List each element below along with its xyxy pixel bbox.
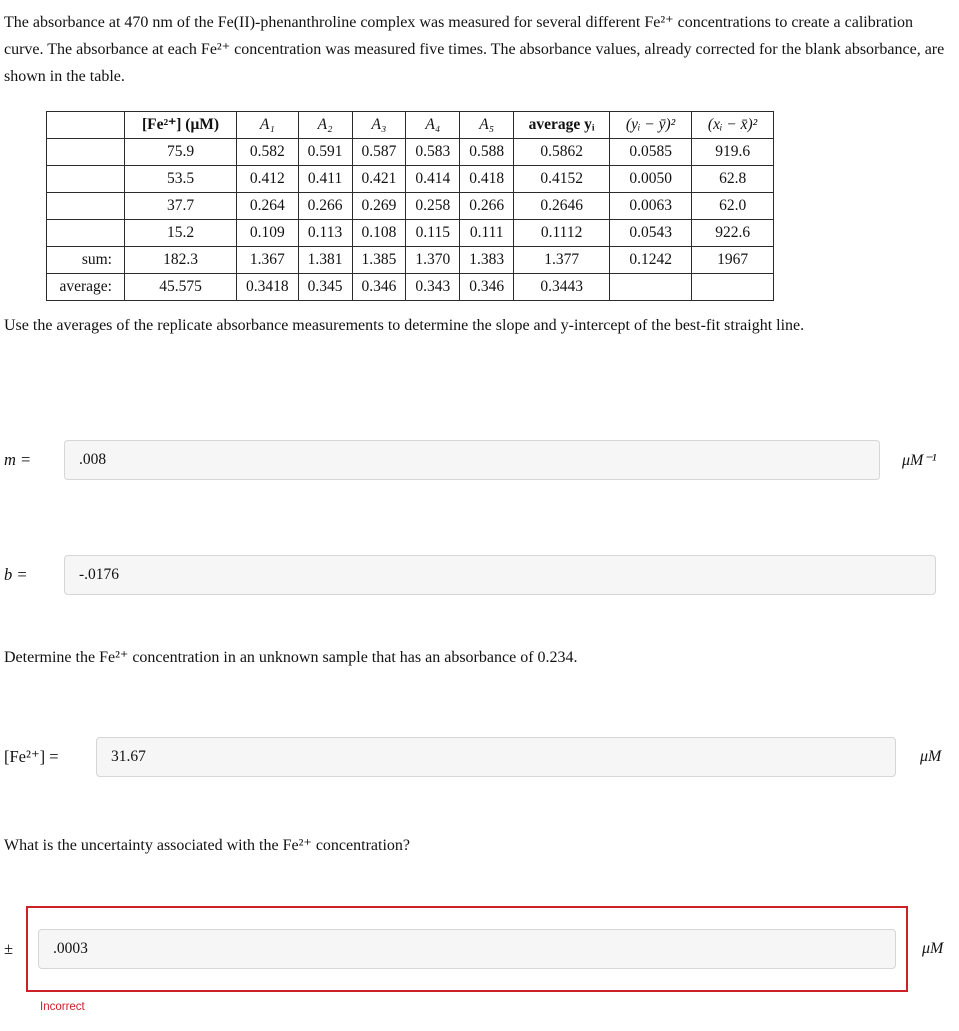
table-header [47,111,774,138]
table-cell: 15.2 [125,219,237,246]
unknown-sample-instruction: Determine the Fe²⁺ concentration in an unknown sample that has an absorbance of 0.234. [4,648,578,666]
column-header-a2: A₂ [298,111,352,138]
table-cell: 0.346 [460,273,514,300]
table-cell: 0.113 [298,219,352,246]
uncertainty-question: What is the uncertainty associated with the Fe²⁺ concentration? [4,837,410,855]
table-cell: sum: [47,246,125,273]
table-cell: 0.115 [406,219,460,246]
column-header-a3: A₃ [352,111,406,138]
table-cell: 0.414 [406,165,460,192]
calibration-table [46,111,774,301]
table-cell: 0.587 [352,138,406,165]
table-cell: 0.266 [298,192,352,219]
table-cell: 62.8 [692,165,774,192]
slope-label: m = [4,449,32,469]
table-cell: 0.1242 [610,246,692,273]
slope-answer-row [4,440,953,480]
incorrect-answer-box [26,906,908,992]
table-cell: 1.383 [460,246,514,273]
table-row [47,165,774,192]
table-row [47,246,774,273]
table-cell: 0.412 [237,165,299,192]
table-cell: 922.6 [692,219,774,246]
table-cell: 0.4152 [514,165,610,192]
column-header-a1: A₁ [237,111,299,138]
table-cell: 0.343 [406,273,460,300]
table-cell: 0.108 [352,219,406,246]
incorrect-feedback: Incorrect [40,1001,85,1014]
table-cell: 0.2646 [514,192,610,219]
table-cell: 1.385 [352,246,406,273]
concentration-label: [Fe²⁺] = [4,747,59,767]
column-header-y-deviation: (yᵢ − ȳ)² [610,111,692,138]
table-cell: 0.5862 [514,138,610,165]
table-cell: 0.588 [460,138,514,165]
column-header-a5: A₅ [460,111,514,138]
table-cell: 0.421 [352,165,406,192]
table-cell: 0.264 [237,192,299,219]
table-cell: 0.258 [406,192,460,219]
table-cell: 0.109 [237,219,299,246]
concentration-unit: μM [920,748,942,766]
concentration-input[interactable] [96,737,896,777]
table-cell: 0.0543 [610,219,692,246]
table-cell: 0.1112 [514,219,610,246]
intro-paragraph: The absorbance at 470 nm of the Fe(II)-phenanthroline complex was measured for several different Fe²⁺ concentrations to create a calibration curve. The absorbance at each Fe²⁺ concentration was measured five times. The absorbance values, already corrected for the blank absorbance, are shown in the table. [4,14,945,85]
table-cell [610,273,692,300]
table-cell: 0.269 [352,192,406,219]
table-cell: average: [47,273,125,300]
table-cell: 0.0585 [610,138,692,165]
table-cell: 1967 [692,246,774,273]
table-cell: 182.3 [125,246,237,273]
table-cell: 0.111 [460,219,514,246]
table-cell: 0.591 [298,138,352,165]
column-header-a4: A₄ [406,111,460,138]
table-cell: 45.575 [125,273,237,300]
column-header-average: average yᵢ [514,111,610,138]
slope-intercept-instruction: Use the averages of the replicate absorbance measurements to determine the slope and y-intercept of the best-fit straight line. [4,316,805,334]
table-cell [47,165,125,192]
table-cell [47,138,125,165]
table-cell: 0.0063 [610,192,692,219]
header-row [47,111,774,138]
table-cell: 0.418 [460,165,514,192]
slope-input[interactable] [64,440,880,480]
uncertainty-input[interactable] [38,929,896,969]
table-cell: 75.9 [125,138,237,165]
table-row [47,192,774,219]
slope-unit: μM⁻¹ [902,451,937,469]
table-cell: 0.345 [298,273,352,300]
column-header-rowlabel [47,111,125,138]
column-header-x-deviation: (xᵢ − x̄)² [692,111,774,138]
table-cell: 37.7 [125,192,237,219]
intercept-answer-row [4,555,953,595]
table-cell: 1.370 [406,246,460,273]
table-cell: 0.3443 [514,273,610,300]
table-row [47,273,774,300]
uncertainty-unit: μM [922,940,944,958]
table-cell: 53.5 [125,165,237,192]
plus-minus-label: ± [4,939,14,959]
table-cell: 1.367 [237,246,299,273]
table-cell: 0.0050 [610,165,692,192]
table-row [47,219,774,246]
table-cell [47,192,125,219]
table-cell: 62.0 [692,192,774,219]
uncertainty-answer-row [4,906,953,992]
table-cell [692,273,774,300]
table-cell: 1.377 [514,246,610,273]
table-cell: 919.6 [692,138,774,165]
table-cell: 0.346 [352,273,406,300]
table-cell: 0.583 [406,138,460,165]
table-cell: 0.582 [237,138,299,165]
intercept-input[interactable] [64,555,936,595]
table-cell: 1.381 [298,246,352,273]
table-body [47,138,774,300]
table-cell: 0.266 [460,192,514,219]
intercept-label: b = [4,564,28,584]
table-cell [47,219,125,246]
table-cell: 0.3418 [237,273,299,300]
concentration-answer-row [4,737,953,777]
table-row [47,138,774,165]
column-header-concentration: [Fe²⁺] (μM) [125,111,237,138]
table-cell: 0.411 [298,165,352,192]
